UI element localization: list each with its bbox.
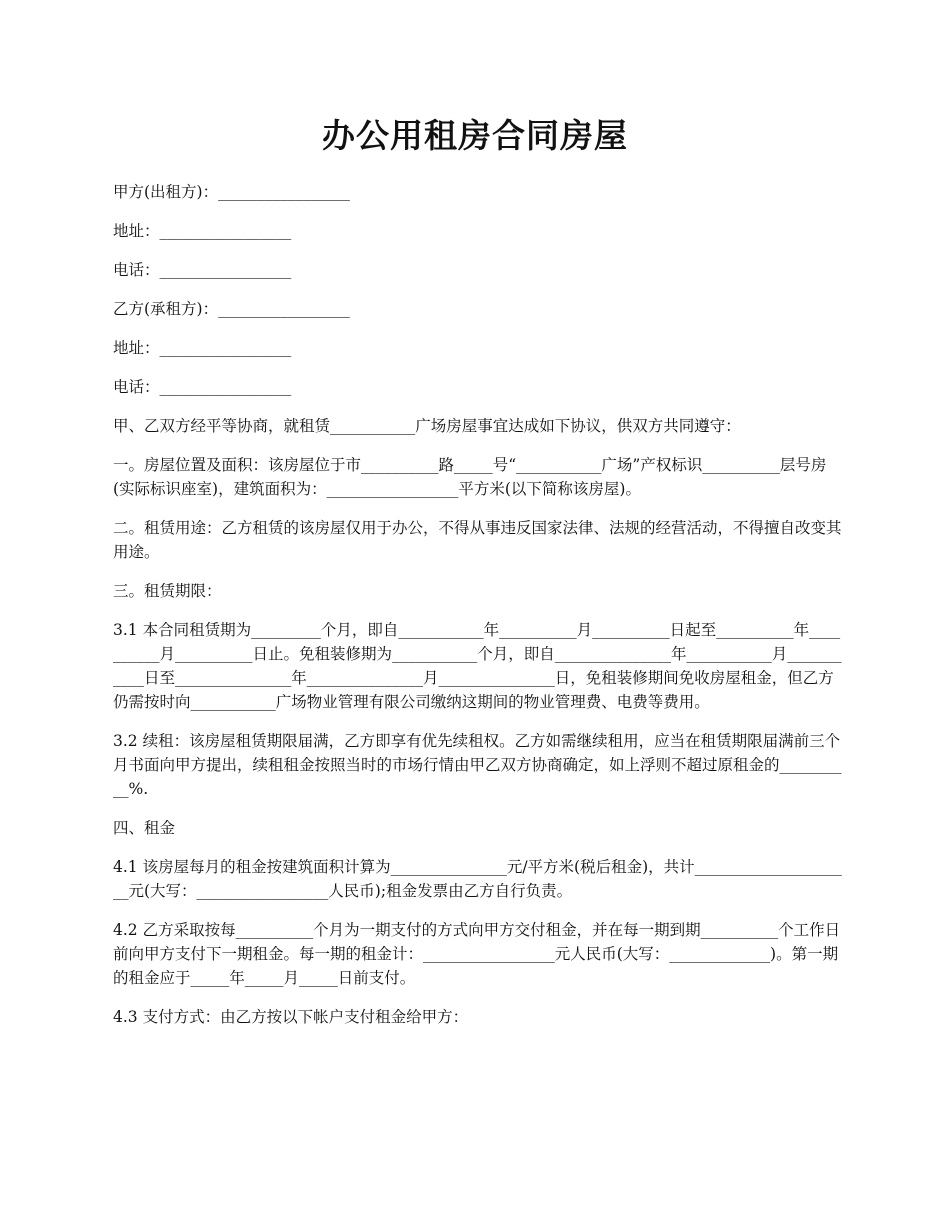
clause-4-3: 4.3 支付方式：由乙方按以下帐户支付租金给甲方： bbox=[113, 1008, 469, 1026]
document-body bbox=[113, 180, 843, 1044]
clause-4-1: 4.1 该房屋每月的租金按建筑面积计算为_______________元/平方米(税后租金)，共计_____________________元(大写：_________________人民币);租金发票由乙方自行负责。 bbox=[113, 858, 842, 900]
clause-3-1: 3.1 本合同租赁期为_________个月，即自___________年__________月__________日起至__________年__________月__________日止。免租装修期为___________个月，即自_______________年___________月___________日至_______________年_______________月_______________日，免租装修期间免收房屋租金，但乙方仍需按时向___________广场物业管理有限公司缴纳这期间的物业管理费、电费等费用。 bbox=[113, 621, 842, 711]
party-b-address: 地址：_________________ bbox=[113, 339, 292, 357]
party-b-label: 乙方(承租方)：_________________ bbox=[113, 300, 350, 318]
section-rent: 四、租金 bbox=[113, 819, 176, 837]
party-a-address: 地址：_________________ bbox=[113, 222, 292, 240]
clause-4-2: 4.2 乙方采取按每__________个月为一期支付的方式向甲方交付租金，并在每一期到期__________个工作日前向甲方支付下一期租金。每一期的租金计：_________________元人民币(大写：_____________)。第一期的租金应于_____年_____月_____日前支付。 bbox=[113, 921, 841, 987]
clause-location-area: 一。房屋位置及面积：该房屋位于市__________路_____号“___________广场”产权标识__________层号房(实际标识座室)，建筑面积为：_________________平方米(以下简称该房屋)。 bbox=[113, 456, 827, 498]
clause-3-2: 3.2 续租：该房屋租赁期限届满，乙方即享有优先续租权。乙方如需继续租用，应当在租赁期限届满前三个月书面向甲方提出，续租租金按照当时的市场行情由甲乙双方协商确定，如上浮则不超过原租金的__________%. bbox=[113, 732, 842, 798]
party-a-phone: 电话：_________________ bbox=[113, 261, 292, 279]
party-b-phone: 电话：_________________ bbox=[113, 378, 292, 396]
party-a-label: 甲方(出租方)：_________________ bbox=[113, 183, 350, 201]
agreement-intro: 甲、乙双方经平等协商，就租赁___________广场房屋事宜达成如下协议，供双方共同遵守： bbox=[113, 417, 741, 435]
document-title: 办公用租房合同房屋 bbox=[322, 116, 628, 155]
clause-usage: 二。租赁用途：乙方租赁的该房屋仅用于办公，不得从事违反国家法律、法规的经营活动，不得擅自改变其用途。 bbox=[113, 519, 842, 561]
section-lease-term: 三。租赁期限： bbox=[113, 582, 222, 600]
